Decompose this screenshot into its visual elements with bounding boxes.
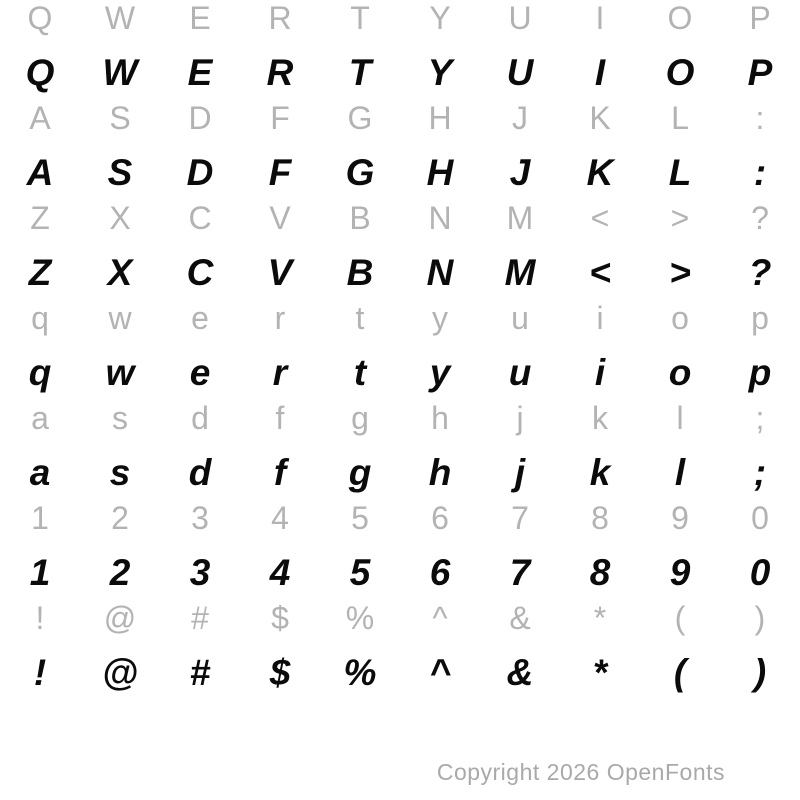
glyph-cell: @ — [103, 600, 137, 636]
glyph-cell: S — [109, 100, 131, 136]
glyph-cell: O — [665, 52, 695, 93]
glyph-cell: : — [755, 100, 765, 136]
glyph-cell: P — [747, 52, 773, 93]
glyph-cell: L — [668, 152, 692, 193]
glyph-cell: j — [516, 400, 524, 436]
glyph-cell: e — [191, 300, 209, 336]
glyph-cell: E — [187, 52, 213, 93]
glyph-cell: p — [748, 352, 772, 393]
glyph-cell: w — [105, 352, 135, 393]
glyph-cell: A — [26, 152, 54, 193]
glyph-cell: I — [594, 52, 606, 93]
glyph-cell: 9 — [669, 552, 691, 593]
glyph-cell: 0 — [749, 552, 771, 593]
copyright-text: Copyright 2026 OpenFonts — [436, 759, 725, 785]
glyph-cell: H — [426, 152, 454, 193]
glyph-cell: N — [428, 200, 452, 236]
glyph-cell: ^ — [429, 652, 451, 693]
preview-row-gray — [0, 302, 800, 334]
glyph-cell: 2 — [109, 552, 131, 593]
glyph-cell: T — [350, 0, 370, 36]
glyph-cell: % — [345, 600, 375, 636]
glyph-cell: u — [508, 352, 532, 393]
glyph-cell: # — [189, 652, 211, 693]
glyph-cell: O — [667, 0, 693, 36]
glyph-cell: e — [189, 352, 211, 393]
glyph-cell: N — [426, 252, 454, 293]
glyph-cell: d — [191, 400, 209, 436]
glyph-cell: 7 — [511, 500, 529, 536]
glyph-cell: > — [670, 200, 690, 236]
glyph-cell: X — [107, 252, 133, 293]
glyph-cell: & — [506, 652, 534, 693]
glyph-cell: y — [429, 352, 451, 393]
glyph-cell: i — [594, 352, 606, 393]
glyph-cell: 4 — [269, 552, 291, 593]
glyph-cell: 6 — [429, 552, 451, 593]
specimen-row-bold — [0, 654, 800, 692]
glyph-cell: p — [751, 300, 769, 336]
glyph-cell: B — [346, 252, 374, 293]
glyph-cell: k — [589, 452, 611, 493]
glyph-cell: G — [347, 100, 373, 136]
glyph-cell: < — [589, 252, 611, 293]
glyph-cell: R — [266, 52, 294, 93]
glyph-cell: W — [102, 52, 138, 93]
glyph-cell: a — [31, 400, 49, 436]
glyph-cell: s — [112, 400, 128, 436]
glyph-cell: 5 — [351, 500, 369, 536]
glyph-cell: ? — [751, 200, 769, 236]
glyph-cell: l — [674, 452, 686, 493]
glyph-cell: Z — [28, 252, 52, 293]
glyph-cell: k — [592, 400, 608, 436]
glyph-cell: Y — [429, 0, 451, 36]
glyph-cell: G — [345, 152, 375, 193]
glyph-cell: r — [274, 300, 286, 336]
specimen-row-bold — [0, 554, 800, 592]
glyph-cell: f — [273, 452, 287, 493]
glyph-cell: U — [508, 0, 532, 36]
preview-row-gray — [0, 402, 800, 434]
glyph-cell: % — [343, 652, 377, 693]
glyph-cell: h — [431, 400, 449, 436]
preview-row-gray — [0, 202, 800, 234]
glyph-cell: < — [590, 200, 610, 236]
glyph-cell: 8 — [589, 552, 611, 593]
glyph-cell: T — [348, 52, 372, 93]
glyph-cell: 3 — [189, 552, 211, 593]
glyph-cell: R — [268, 0, 292, 36]
glyph-cell: M — [504, 252, 536, 293]
glyph-cell: o — [668, 352, 692, 393]
glyph-cell: Q — [27, 0, 53, 36]
glyph-cell: q — [28, 352, 52, 393]
glyph-cell: 1 — [31, 500, 49, 536]
glyph-cell: q — [31, 300, 49, 336]
glyph-cell: s — [109, 452, 131, 493]
glyph-cell: F — [268, 152, 292, 193]
glyph-cell: t — [353, 352, 367, 393]
specimen-row-bold — [0, 154, 800, 192]
glyph-cell: 7 — [509, 552, 531, 593]
glyph-cell: 5 — [349, 552, 371, 593]
glyph-cell: ? — [748, 252, 772, 293]
glyph-cell: 2 — [111, 500, 129, 536]
glyph-cell: > — [669, 252, 691, 293]
glyph-cell: # — [191, 600, 209, 636]
glyph-cell: g — [348, 452, 372, 493]
preview-row-gray — [0, 102, 800, 134]
glyph-cell: d — [188, 452, 212, 493]
glyph-cell: 6 — [431, 500, 449, 536]
glyph-cell: * — [593, 600, 607, 636]
specimen-row-bold — [0, 54, 800, 92]
glyph-cell: i — [596, 300, 604, 336]
glyph-cell: X — [109, 200, 131, 236]
glyph-cell: ) — [754, 600, 766, 636]
glyph-cell: ) — [753, 652, 767, 693]
glyph-cell: f — [275, 400, 285, 436]
glyph-cell: I — [595, 0, 605, 36]
glyph-cell: H — [428, 100, 452, 136]
glyph-cell: ^ — [432, 600, 448, 636]
glyph-cell: 9 — [671, 500, 689, 536]
glyph-cell: w — [108, 300, 132, 336]
glyph-cell: A — [29, 100, 51, 136]
glyph-cell: a — [29, 452, 51, 493]
glyph-cell: D — [186, 152, 214, 193]
glyph-cell: $ — [269, 652, 291, 693]
glyph-cell: ( — [673, 652, 687, 693]
glyph-cell: ! — [35, 600, 45, 636]
glyph-cell: y — [432, 300, 448, 336]
glyph-cell: 8 — [591, 500, 609, 536]
glyph-cell: P — [749, 0, 771, 36]
glyph-cell: W — [104, 0, 136, 36]
glyph-cell: u — [511, 300, 529, 336]
preview-row-gray — [0, 602, 800, 634]
glyph-cell: L — [671, 100, 689, 136]
glyph-cell: D — [188, 100, 212, 136]
glyph-cell: J — [512, 100, 528, 136]
glyph-cell: l — [676, 400, 684, 436]
glyph-cell: 3 — [191, 500, 209, 536]
glyph-cell: @ — [101, 652, 139, 693]
glyph-cell: K — [589, 100, 611, 136]
glyph-cell: K — [586, 152, 614, 193]
glyph-cell: U — [506, 52, 534, 93]
glyph-cell: V — [267, 252, 293, 293]
glyph-cell: Q — [25, 52, 55, 93]
glyph-cell: 4 — [271, 500, 289, 536]
glyph-cell: C — [188, 200, 212, 236]
preview-row-gray — [0, 502, 800, 534]
glyph-cell: ; — [753, 452, 767, 493]
glyph-cell: & — [509, 600, 531, 636]
glyph-cell: * — [592, 652, 608, 693]
glyph-cell: r — [272, 352, 288, 393]
glyph-cell: ! — [33, 652, 47, 693]
glyph-cell: ( — [674, 600, 686, 636]
glyph-cell: j — [514, 452, 526, 493]
glyph-cell: $ — [271, 600, 289, 636]
glyph-cell: F — [270, 100, 290, 136]
glyph-cell: E — [189, 0, 211, 36]
specimen-row-bold — [0, 254, 800, 292]
glyph-cell: Y — [427, 52, 453, 93]
glyph-cell: V — [269, 200, 291, 236]
glyph-cell: Z — [30, 200, 50, 236]
glyph-cell: ; — [755, 400, 765, 436]
glyph-cell: t — [355, 300, 365, 336]
specimen-row-bold — [0, 354, 800, 392]
glyph-cell: S — [107, 152, 133, 193]
preview-row-gray — [0, 2, 800, 34]
glyph-cell: : — [753, 152, 767, 193]
glyph-cell: M — [506, 200, 534, 236]
glyph-cell: 1 — [29, 552, 51, 593]
glyph-cell: B — [349, 200, 371, 236]
specimen-row-bold — [0, 454, 800, 492]
glyph-cell: 0 — [751, 500, 769, 536]
glyph-cell: h — [428, 452, 452, 493]
glyph-cell: C — [186, 252, 214, 293]
glyph-cell: J — [509, 152, 531, 193]
glyph-cell: o — [671, 300, 689, 336]
glyph-cell: g — [351, 400, 369, 436]
